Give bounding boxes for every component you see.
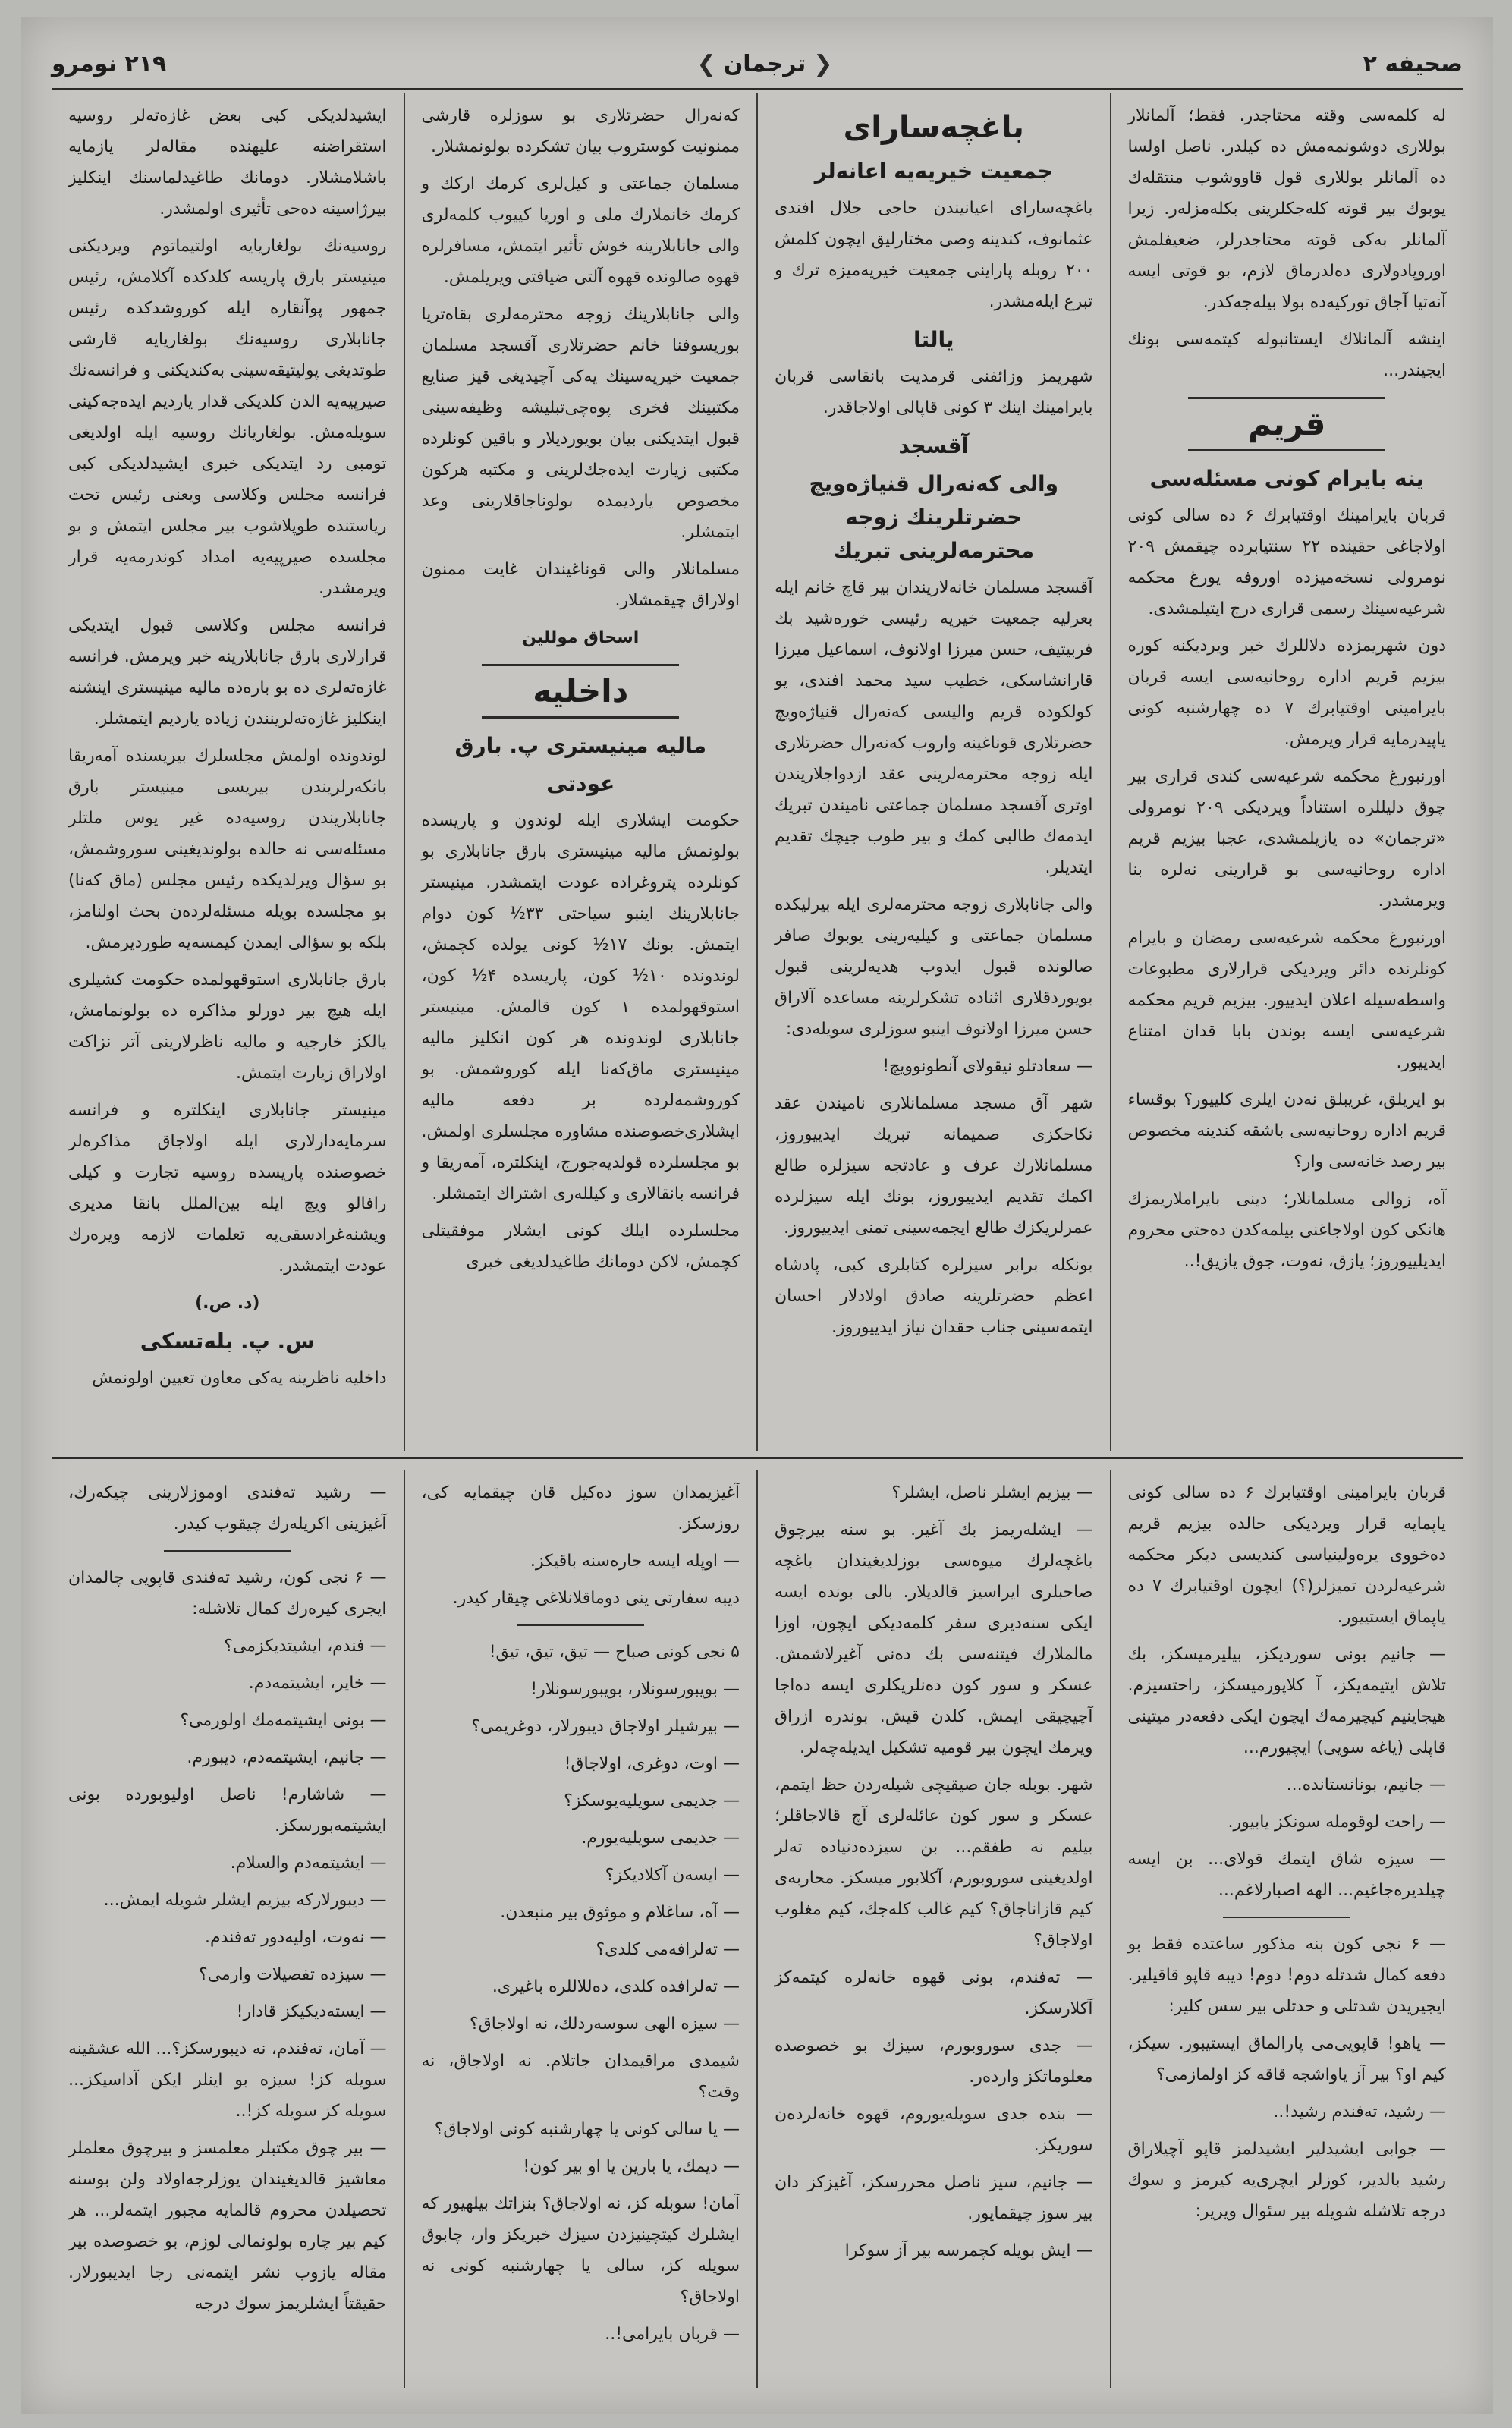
paragraph: — نه‌وت، اولیه‌دور ته‌فندم. — [205, 1928, 387, 1947]
column-1 — [1111, 93, 1463, 1451]
article-subheading: والی که‌نه‌رال قنیاژه‌ویچ حضرتلرینك زوجه محترمه‌لرینی تبریك — [809, 471, 1059, 563]
article-heading: س. پ. بله‌تسکی — [140, 1329, 315, 1354]
paragraph: بارق جانابلاری استوقهولمده حکومت کشیلری ایله هیچ بیر دورلو مذاکره ده بولونمامش، یالکز خارجیه و مالیه ناظرلارینی آتر نزاکت اولاراق زیارت ایتمش. — [68, 970, 387, 1083]
paragraph: شهریمز وزائفنی قرمدیت بانقاسی قربان بایرامینك اینك ۳ کونی قاپالی اولاجاقدر. — [775, 367, 1093, 417]
paragraph: — سعادتلو نیقولای آنطونوویچ! — [882, 1057, 1093, 1076]
masthead-title — [697, 51, 833, 77]
paragraph: اورنبورغ محکمه شرعیه‌سی کندی قراری بیر چوق دلیللره استناداً ویردیکی ۲۰۹ نومرولی «ترجمان» ده یازیلمشدی، عجبا بیزیم قریم اداره روحانیه‌سی بو قرارینی نه‌لره بنا ویرمشدر. — [1127, 767, 1446, 910]
paragraph: — فندم، ایشیتدیکزمی؟ — [224, 1637, 387, 1656]
ornament-icon: ❯ — [696, 50, 716, 77]
column-3 — [405, 93, 759, 1451]
paragraph: — جانیم بونی سوردیکز، بیلیرمیسکز، بك تلاش ایتیمه‌یکز، آ کلاپورمیسکز، راحتسیزم. هیجاینیم کیچیرمه‌ك ایچون ایکی دفعه‌در میتینی قاپلی (یاغه سویی) ایچیورم... — [1127, 1645, 1446, 1757]
issue-number: ۲۱۹ نومرو — [52, 50, 167, 77]
paragraph: — ایش بویله کچمرسه بیر آز سوکرا — [844, 2241, 1093, 2260]
paragraph: مسلمان جماعتی و کیل‌لری کرمك اركك و کرمك خانملارك ملی و اوریا کییوب کلمه‌لری والی جانابلارینه خوش تأثیر ایتمش، مسافرلره قهوه صالونده قهوه آلتی ضیافتی ویریلمش. — [421, 175, 740, 287]
paragraph: — بویبورسونلار، بویبورسونلار! — [530, 1680, 740, 1699]
paragraph: — ته‌لرافده کلدی، ده‌للاللره باغیری. — [492, 1977, 740, 1996]
paragraph: — سیزه الهی سوسه‌ردلك، نه اولاجاق؟ — [469, 2014, 740, 2033]
paragraph: دون شهریمزده دلاللرك خبر ویردیکنه کوره بیزیم قریم اداره روحانیه‌سی ایسه قربان بایرامینی اوقتیابرك ۷ ده چهارشنبه کونی یاپیدرمایه قرار ویرمش. — [1127, 637, 1446, 749]
bottom-columns — [52, 1470, 1463, 2388]
paragraph: باغچه‌سارای اعیانیندن حاجی جلال افندی عثمانوف، کندینه وصی مختارلیق ایچون کلمش ۲۰۰ روبله پاراینی جمعیت خیریه‌میزه ترك و تبرع ایله‌مشدر. — [775, 199, 1093, 311]
paragraph: دیبه سفارتی ینی دوماقلانلاغی چیقار کیدر. — [452, 1589, 740, 1608]
paragraph: بونکله برابر سیزلره کتابلری کبی، پادشاه اعظم حضرتلرینه صادق اولادلار احسان ایتمه‌سینی جناب حقدان نیاز ایدییوروز. — [775, 1256, 1093, 1337]
column-4 — [52, 93, 405, 1451]
article-heading: آقسجد — [898, 433, 970, 458]
article-subheading: عودتی — [546, 771, 615, 796]
paragraph: حکومت ایشلاری ایله لوندون و پاریسده بولونمش مالیه مینیستری بارق جانابلاری بو کونلرده پتروغراده عودت ایتمشدر. مینیستر جانابلارینك اینبو سیاحتی ۳۳½ کون دوام ایتمش. بونك ۱۷½ کونی یولده کچمش، لوندونده ۱۰½ کون، پاریسده ۴½ کون، استوقهولمده ۱ کون قالمش. مینیستر جانابلاری لوندونده هر کون انکلیز مالیه مینیستری ماق‌که‌نا ایله کوروشمش. بو کوروشمه‌لرده بر دفعه مالیه ایشلاری‌خصوصنده مشاوره مجلسلری اولمش. بو مجلسلرده قولدیه‌جورج، اینکلتره، آمه‌ریقا و فرانسه بانقالاری و کیلله‌ری اشتراك ایتمشلر. — [421, 811, 740, 1203]
paragraph: روسیه‌نك بولغاریایه اولتیماتوم ویردیکنی مینیستر بارق پاریسه کلدکده آکلامش، رئیس جمهور پوآنقاره ایله کوروشدکده رئیس جانابلاری روسیه‌نك بولغاریایه قارشی طوتدیغی پولیتیقه‌سینی به‌کندیکنی و فرانسه‌نك صیرپیه‌یه الدن کلدیکی قدار یاردیم ایده‌جه‌کینی سویله‌مش. بولغاریانك روسیه ایله اولدیغی تومبی رد ایتدیکی خبری ایشیدلدیکی کبی فرانسه مجلس وکلاسی ویعنی رئیس تحت ریاستنده طوپلاشوب بیر مجلس ایتمش و بو مجلسده صیرپیه‌یه امداد کوندرمه‌یه قرار ویرمشدر. — [68, 237, 387, 598]
column-2 — [758, 1470, 1111, 2388]
paragraph: شهر. بوبله جان صیقیچی شیله‌ردن حظ ایتمم، عسکر و سور کون عائله‌لری آچ قالاجاقلر؛ بیلیم نه طفقم... بن سیزده‌دنیاده ته‌لر اولدیغینی سوروبورم، آکلابور میسکز. محاربه‌ی کیم قازاناجاق؟ کیم غالب کله‌جك، کیم مغلوب اولاجاق؟ — [775, 1775, 1093, 1950]
paragraph: — یاهو! قاپویی‌می پارالماق ایستیبور. سیکز، کیم او؟ بیر آز یاواشجه قاقه کز اولمازمی؟ — [1127, 2034, 1446, 2084]
paragraph: — جدی سوروبورم، سیزك بو خصوصده معلوماتکز وارده‌ر. — [775, 2036, 1093, 2087]
paragraph: — قربان بایرامی!.. — [605, 2325, 740, 2344]
paragraph: لوندونده اولمش مجلسلرك بیریسنده آمه‌ریقا بانکه‌رلریندن بیریسی مینیستر بارق جانابلاریندن روسیه‌ده غیر یوس ملتلر مسئله‌سی نه حالده بولوندیغینی سوروشمش، بو سؤال ویرلدیکده رئیس مجلس (ماق که‌نا) بو مجلسده بویله مسئله‌لرده‌ن بحث اولنامز، بلکه بو سؤالی ایمدن کیمسه‌یه طوردیرمش. — [68, 747, 387, 952]
paragraph: — بنده جدی سویله‌یوروم، قهوه خانه‌لرده‌ن سوریکز. — [775, 2105, 1093, 2155]
section-banner: داخلیه — [482, 664, 679, 719]
paragraph: آغیزیمدان سوز ده‌کیل قان چیقمایه کی، روزسکز. — [421, 1483, 740, 1533]
paragraph: فرانسه مجلس وکلاسی قبول ایتدیکی قرارلاری بارق جانابلارینه خبر ویرمش. فرانسه غازه‌ته‌لری ده بو باره‌ده مالیه مینیستری اینشنه اینکلیز غازه‌ته‌لرینندن زیاده یاردیم ایتمشلر. — [68, 616, 387, 728]
paragraph: بو ایریلق، غریبلق نه‌دن ایلری کلییور؟ بوقساء قریم اداره روحانیه‌سی باشقه کندینه مخصوص بیر رصد خانه‌سی وار؟ — [1127, 1090, 1446, 1172]
paragraph: شیمدی مراقیمدان جاتلام. نه اولاجاق، نه وقت؟ — [421, 2052, 740, 2102]
paragraph: که‌نه‌رال حضرتلاری بو سوزلره قارشی ممنونیت کوستروب بیان تشکرده بولونمشلار. — [421, 106, 740, 156]
paragraph: — بیرشیلر اولاجاق دیبورلار، دوغریمی؟ — [471, 1717, 740, 1736]
paragraph: — شاشارم! ناصل اولیوبورده بونی ایشیتمه‌بورسکز. — [68, 1785, 387, 1835]
paragraph: — سیزه شاق ایتمك قولای... بن ایسه چیلدیره‌جاغیم... الهه اصبارلاغم... — [1127, 1850, 1446, 1900]
source-abbreviation: (د. ص.) — [195, 1294, 260, 1313]
paragraph: — رشید، ته‌فندم رشید!.. — [1273, 2102, 1446, 2121]
article-heading: باغچه‌سارای — [843, 110, 1024, 145]
paragraph: — ایسه‌ن آکلادیکز؟ — [605, 1866, 740, 1885]
paragraph: آه، زوالی مسلمانلار؛ دینی بایراملاریمزك هانکی کون اولاجاغنی بیلمه‌کدن ده‌حتی محروم ایدیلییوروز؛ یازق، نه‌وت، جوق یازیق!.. — [1127, 1190, 1446, 1271]
paragraph: — اوپله ایسه جاره‌سنه باقیکز. — [530, 1552, 740, 1571]
column-1 — [1111, 1470, 1463, 2388]
paragraph: — بونی ایشیتمه‌مك اولورمی؟ — [180, 1711, 387, 1730]
paragraph: — دیبورلارکه بیزیم ایشلر شویله ایمش... — [103, 1891, 387, 1910]
paragraph: — ته‌لرافه‌می کلدی؟ — [596, 1940, 740, 1959]
paragraph: والی جانابلارینك زوجه محترمه‌لری بقاه‌تریا بوریسوفنا خانم حضرتلاری آقسجد مسلمان جمعیت خیریه‌سینك یه‌کی آچیدیغی قیز صنایع مکتبینك فخری پوه‌چی‌تبلیشه وظیفه‌سینی قبول ایتدیکنی بیان بویوردیلار و باقین کونلرده مکتبی زیارت ایده‌جك‌لرینی و مکتبه هرکون مخصوص یاردیمده بولوناجاقلارینی وعد ایتمشلر. — [421, 305, 740, 542]
paragraph: شهر آق مسجد مسلمانلاری نامیندن عقد نکاحکزی صمیمانه تبریك ایدییوروز، مسلمانلارك عرف و عادتجه سیزلره طالع اکمك تقدیم ایدییوروز، بونك ایله سیزلرده عمرلریکزك طالع ایجمه‌سینی تمنی ایدییوروز. — [775, 1094, 1093, 1238]
divider — [517, 1624, 644, 1626]
paragraph: قربان بایرامینك اوقتیابرك ۶ ده سالی کونی اولاجاغی حقینده ۲۲ سنتیابرده چیقمش ۲۰۹ نومرولی نسخه‌میزده اوروفه یورغ محکمه شرعیه‌سینك رسمی قراری درج ایتیلمشدی. — [1127, 506, 1446, 618]
article-subheading: جمعیت خیریه‌یه اعانه‌لر — [814, 159, 1053, 184]
paragraph: له کلمه‌سی وقته محتاجدر. فقط؛ آلمانلار بوللاری دوشونمه‌مش ده کیلدر. ناصل اولسا ده آلمانلر بوللاری قول قاووشوب منتقله‌ك یوبوك بیر قوته کله‌جکلرینی بکله‌مزله‌ر. زیرا آلمانلر به‌کی قوته محتاجدرلر، ضعیفلمش اوروپادولاری ده‌لدرماق لازم، بو قوتی ایسه آنه‌تیا آجاق تورکیه‌ده بولا بیله‌جه‌کدر. — [1127, 106, 1446, 312]
paragraph: — جدیمی سویلیه‌یوسکز؟ — [564, 1791, 740, 1810]
paragraph: اورنبورغ محکمه شرعیه‌سی رمضان و بایرام کونلرنده دائر ویردیکی قرارلاری مطبوعات واسطه‌سیله اعلان ایدییور. بیزیم قریم محکمه شرعیه‌سی ایسه بوندن بابا قدان امتناع ایدییور. — [1127, 929, 1446, 1072]
top-columns — [52, 93, 1463, 1451]
article-heading: ینه بایرام کونی مسئله‌سی — [1149, 466, 1424, 491]
paragraph: اینشه آلمانلاك ایستانبوله کیتمه‌سی بونك ایجیندر... — [1127, 330, 1446, 380]
masthead — [52, 39, 1463, 90]
paragraph: — جانیم، ایشیتمه‌دم، دیبورم. — [187, 1748, 387, 1767]
paragraph: — جانیم، بونانستانده... — [1286, 1775, 1446, 1794]
paragraph: — بیزیم ایشلر ناصل، ایشلر؟ — [891, 1483, 1093, 1502]
paragraph: ایشیدلدیکی کبی بعض غازه‌ته‌لر روسیه استقراضنه علیهنده مقاله‌لر یازمایه باشلامشلار. دومانك طاغیدلماسنك اینکلیز بیرژاسینه ده‌حی تأثیری اولمشدر. — [68, 106, 387, 219]
paragraph: ۵ نجی کونی صباح — تیق، تیق، تیق! — [489, 1643, 740, 1662]
paragraph: مسلمانلار والی قوناغیندان غایت ممنون اولاراق چیقمشلار. — [421, 560, 740, 610]
paragraph: — دیمك، یا بارین یا او بیر کون! — [523, 2157, 740, 2176]
paragraph: — جدیمی سویلیه‌یورم. — [581, 1829, 740, 1848]
paragraph: — سیزده تفصیلات وارمی؟ — [199, 1965, 387, 1984]
column-4 — [52, 1470, 405, 2388]
page-label: صحيفه ۲ — [1363, 50, 1463, 77]
divider — [1223, 1917, 1350, 1918]
paragraph: — خایر، ایشیتمه‌دم. — [248, 1674, 387, 1693]
paragraph: — ایسته‌دیکیکز قادار! — [236, 2002, 387, 2021]
paragraph: — بیر چوق مکتبلر معلمسز و بیرچوق معلملر معاشیز قالدیغیندان یوزلرجه‌اولاد ولن بوسنه تحصیلدن محروم قالمایه مجبور ایتمه‌لر... هر کیم بیر چاره بولونمالی لوزم، بو خصوصده بیر مقاله یازوب نشر ایتمه‌نی رجا ایدیبورلار. حقیقتاً ایشلریمز سوك درجه — [68, 2139, 387, 2313]
paragraph: — آه، ساغلام و موثوق بیر منبعدن. — [500, 1903, 740, 1922]
paragraph: — ایشیتمه‌دم والسلام. — [230, 1854, 387, 1873]
paragraph: — ۶ نجی کون بنه مذکور ساعتده فقط بو دفعه کمال شدتله دوم! دوم! دیبه قاپو قاقیلیر. ایجیریدن شدتلی و حدتلی بیر سس کلیر: — [1127, 1935, 1447, 2016]
article-heading: یالتا — [913, 327, 954, 352]
author-signature: اسحاق موللین — [522, 628, 640, 647]
paragraph: — یا سالی کونی یا چهارشنبه کونی اولاجاق؟ — [434, 2120, 740, 2139]
paragraph: والی جانابلاری زوجه محترمه‌لری ایله بیرلیکده مسلمان جماعتی و کیلیه‌رینی یوبوك صافر صالونده قبول ایدوب هدیه‌لرینی قبول بویوردقلاری اثناده تشکرلرینه مساعده آلاراق حسن میرزا اولانوف اینبو سوزلری سویله‌دی: — [775, 895, 1093, 1039]
paragraph: — راحت لوقومله سونکز یابیور. — [1228, 1813, 1446, 1832]
paragraph: — جوابی ایشیدلیر ایشیدلمز قاپو آچیلاراق رشید بالدیر، کوزلر ایچری‌یه کیرمز و سوك درجه تلاشله شویله بیر سئوال ویریر: — [1127, 2140, 1446, 2221]
paragraph: مجلسلرده ایلك کونی ایشلار موفقیتلی کچمش، لاکن دومانك طاغیدلدیغی خبری — [421, 1222, 740, 1272]
paragraph: مینیستر جانابلاری اینکلتره و فرانسه سرمایه‌دارلاری ایله اولاجاق مذاکره‌لر خصوصنده پاریسده روسیه تجارت و کیلی رافالو ویچ ایله بین‌الملل بانقا مدیری ویشنه‌غرادسقی‌یه تعلمات لازمه ویره‌رك عودت ایتمشدر. — [68, 1101, 387, 1275]
paragraph: — ته‌فندم، بونی قهوه خانه‌لره کیتمه‌کز آکلارسکز. — [775, 1968, 1093, 2018]
paragraph: — ایشله‌ریمز بك آغیر. بو سنه بیرچوق باغچه‌لرك میوه‌سی بوزلدیغیندان باغچه صاحبلری ایراسیز قالدیلار. بالی بونده ایسه ایکی سنه‌دیری سفر کلمه‌دیکی ایچون، اوزا مالملارك فیتنه‌سی بك ده‌نی آغیرلاشمش. عسکر و سور کون ده‌نلریکلری ایسه ده‌اجا آچیچیقی ایمش. کلدن قیش. بوندره ازراق ویرمك ایچون بیر قومیه تشکیل ایدیله‌چه‌لر. — [775, 1521, 1093, 1757]
column-3 — [405, 1470, 759, 2388]
column-2 — [758, 93, 1111, 1451]
paragraph: — ۶ نجی کون، رشید ته‌فندی قاپویی چالمدان ایجری کیره‌رك کمال تلاشله: — [68, 1568, 387, 1618]
paragraph: آمان! سوبله کز، نه اولاجاق؟ بنزاتك بیلهیور که ایشلرك کیتچینیزدن سیزك خبریکز وار، چابوق سویله کز، سالی یا چهارشنبه کونی نه اولاجاق؟ — [421, 2194, 740, 2307]
section-divider — [52, 1457, 1463, 1459]
divider — [164, 1550, 291, 1552]
article-heading: مالیه مینیستری پ. بارق — [454, 733, 707, 758]
paragraph: قربان بایرامینی اوقتیابرك ۶ ده سالی کونی یاپمایه قرار ویردیکی حالده بیزیم قریم ده‌خووی یره‌ولینیاسی کندیسی دیکر محکمه شرعیه‌لردن تمیزلز(؟) ایچون اوقتیابرك ۷ ده یاپماق ایستییور. — [1127, 1483, 1447, 1627]
newspaper-title: ترجمان — [723, 50, 806, 77]
paragraph: — اوت، دوغری، اولاجاق! — [564, 1754, 740, 1773]
paragraph: — آمان، ته‌فندم، نه دیبورسکز؟... الله عشقینه سویله کز! سیزه بو اینلر ایکن آداسیکز... سویله کز سویله کز!.. — [68, 2040, 387, 2121]
ornament-icon: ❮ — [813, 50, 833, 77]
section-banner: قريم — [1188, 397, 1385, 451]
paragraph: — رشید ته‌فندی اوموزلارینی چیکه‌رك، آغیزینی اکریله‌رك چیقوب کیدر. — [68, 1483, 387, 1533]
newspaper-page — [21, 17, 1493, 2414]
paragraph: آقسجد مسلمان خانه‌لاریندان بیر قاچ خانم ایله بعرلیه جمعیت خیریه رئیسی خوره‌شید بك فربیتیف، حسن میرزا اولانوف، اسماعیل میرزا قارانشاسکی، خطیب سید محمد افندی، یو کولکوده قریم والیسی که‌نه‌رال قنیاژه‌ویچ حضرتلاری قوناغینه واروب که‌نه‌رال حضرتلاری ایله زوجه محترمه‌لرینی عقد ازدواجلاریندن اوتری آقسجد مسلمان جماعتی نامیندن تبریك ایدمه‌ك طالبی کمك و بیر طوب جیچك تقدیم ایتدیلر. — [775, 578, 1093, 877]
paragraph: — جانیم، سیز ناصل محررسکز، آغیزکز دان بیر سوز چیقمایور. — [775, 2173, 1093, 2223]
paragraph: داخلیه ناظرینه یه‌کی معاون تعیین اولونمش — [92, 1369, 387, 1388]
